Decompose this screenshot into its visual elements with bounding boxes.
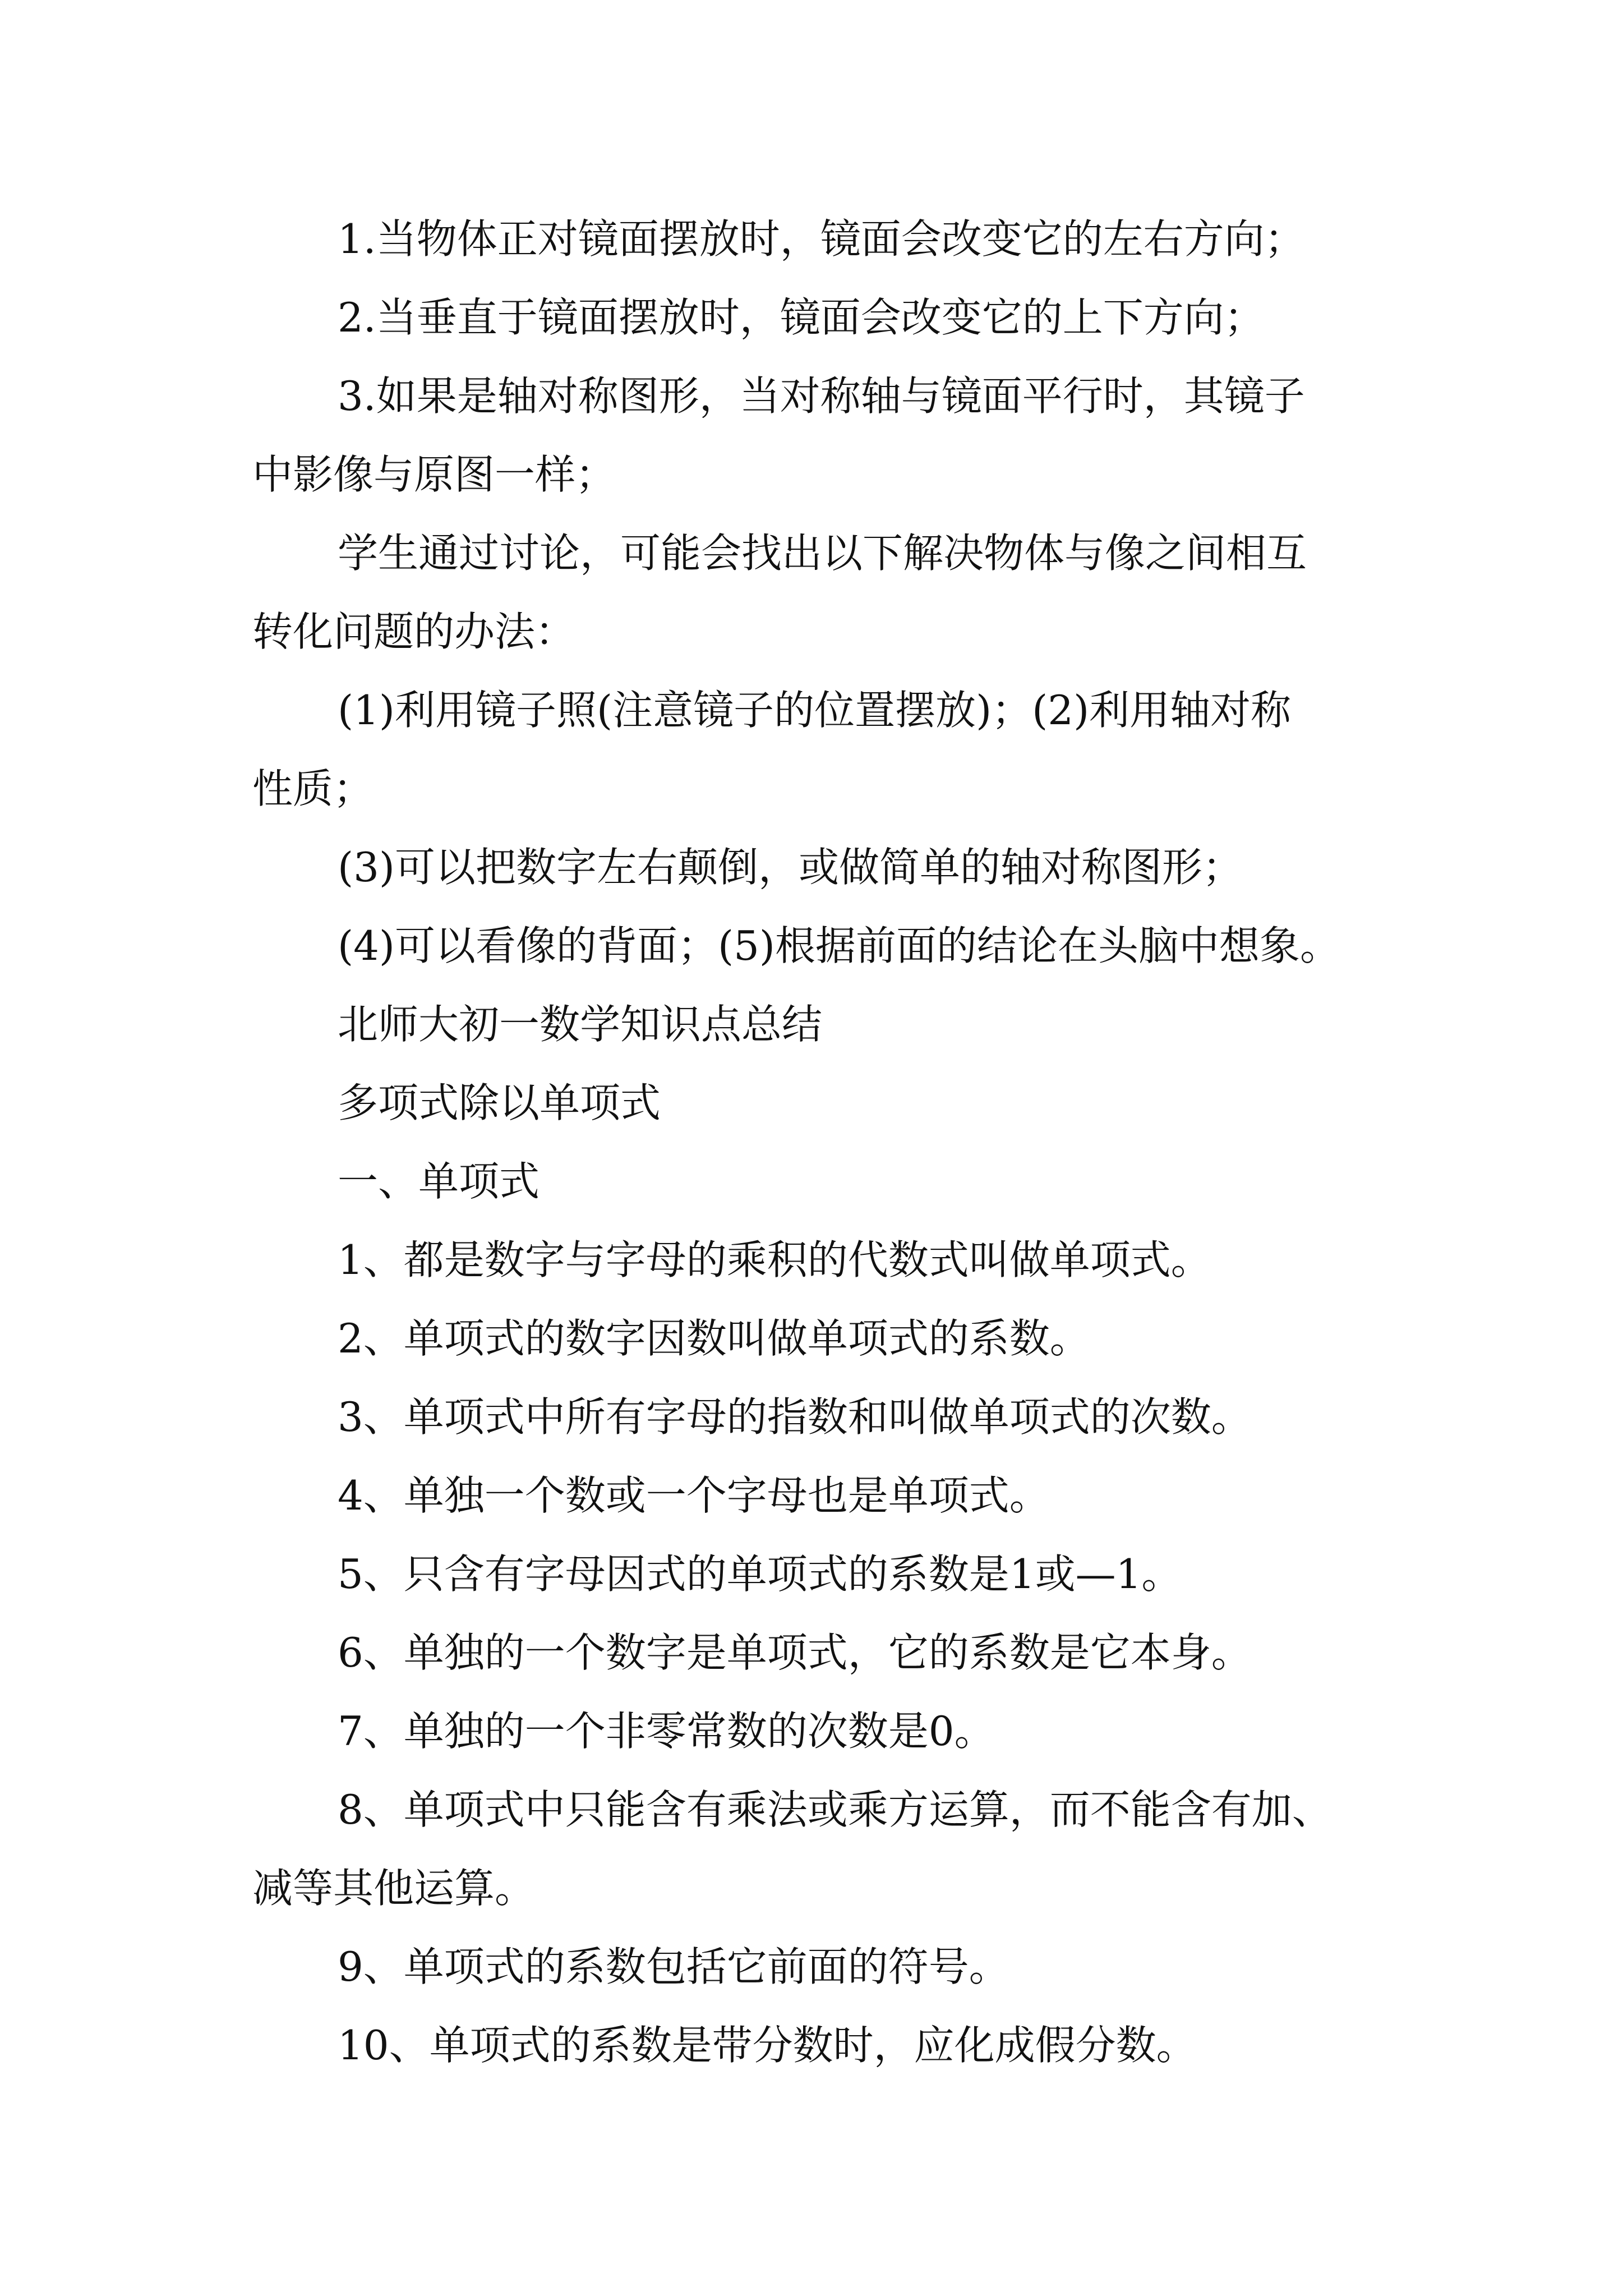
- text-line: 转化问题的办法：: [252, 608, 576, 655]
- section-heading: 北师大初一数学知识点总结: [338, 1001, 823, 1048]
- list-item: 1、都是数字与字母的乘积的代数式叫做单项式。: [338, 1236, 1211, 1283]
- list-item: 9、单项式的系数包括它前面的符号。: [338, 1943, 1009, 1990]
- list-item: 5、只含有字母因式的单项式的系数是1或—1。: [338, 1550, 1182, 1598]
- text-line: 中影像与原图一样；: [252, 451, 616, 498]
- text-line: 2.当垂直于镜面摆放时，镜面会改变它的上下方向；: [338, 294, 1265, 341]
- text-line: 1.当物体正对镜面摆放时，镜面会改变它的左右方向；: [338, 215, 1305, 263]
- list-item: 7、单独的一个非零常数的次数是0。: [338, 1708, 995, 1755]
- list-item: 6、单独的一个数字是单项式，它的系数是它本身。: [338, 1629, 1252, 1676]
- section-heading: 多项式除以单项式: [338, 1079, 661, 1126]
- text-line: (3)可以把数字左右颠倒，或做简单的轴对称图形；: [338, 844, 1243, 891]
- list-item: 4、单独一个数或一个字母也是单项式。: [338, 1472, 1050, 1519]
- document-body: [252, 200, 1385, 2085]
- text-line: (4)可以看像的背面；(5)根据前面的结论在头脑中想象。: [338, 922, 1340, 969]
- text-line: (1)利用镜子照(注意镜子的位置摆放)；(2)利用轴对称: [338, 687, 1292, 734]
- text-line: 学生通过讨论，可能会找出以下解决物体与像之间相互: [338, 530, 1307, 577]
- list-item: 3、单项式中所有字母的指数和叫做单项式的次数。: [338, 1393, 1252, 1441]
- list-item: 2、单项式的数字因数叫做单项式的系数。: [338, 1315, 1090, 1362]
- section-heading: 一、单项式: [338, 1158, 540, 1205]
- text-line: 3.如果是轴对称图形，当对称轴与镜面平行时，其镜子: [338, 372, 1305, 420]
- list-item: 10、单项式的系数是带分数时，应化成假分数。: [338, 2022, 1197, 2069]
- list-item: 8、单项式中只能含有乘法或乘方运算，而不能含有加、: [338, 1786, 1332, 1833]
- text-line: 性质；: [252, 765, 374, 812]
- text-line: 减等其他运算。: [252, 1865, 536, 1912]
